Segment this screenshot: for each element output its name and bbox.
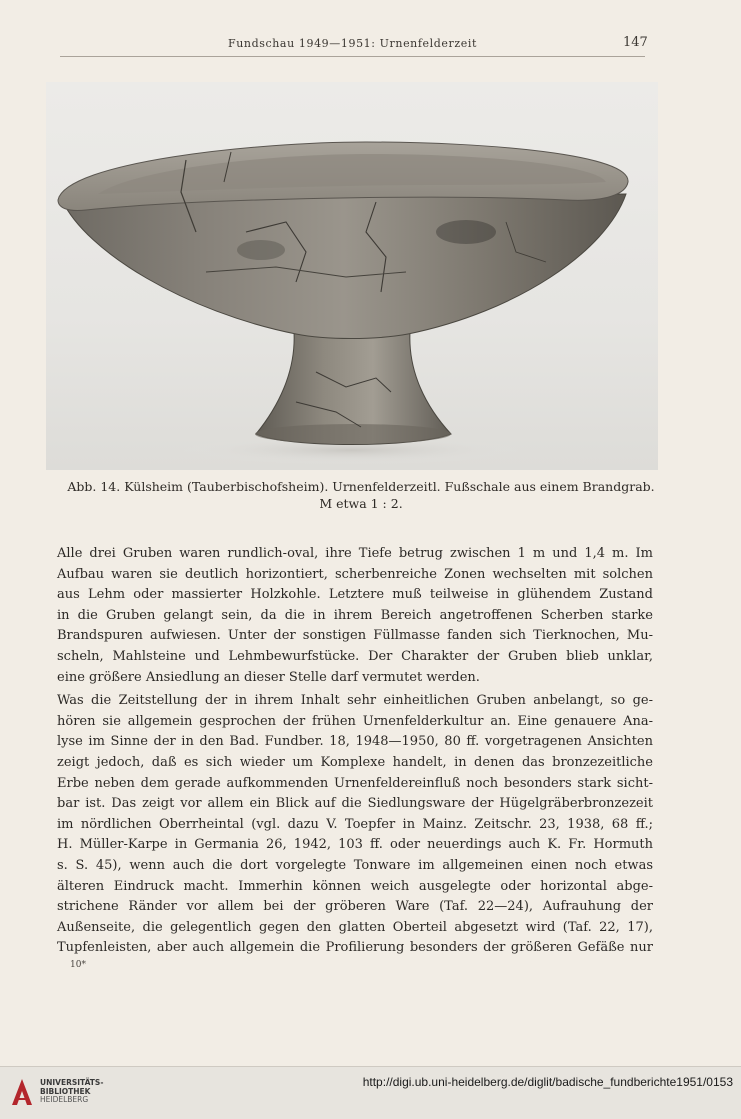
- caption-line-2: M etwa 1 : 2.: [319, 496, 403, 511]
- text-line: in die Gruben gelangt sein, da die in ihrem Bereich angetroffenen Scherben starke: [57, 607, 653, 623]
- text-line: bar ist. Das zeigt vor allem ein Blick auf die Siedlungsware der Hügelgräberbronzezeit: [57, 796, 653, 812]
- text-line: älteren Eindruck macht. Immerhin können weich ausgelegte oder horizontal abge-: [57, 878, 653, 894]
- text-line: Außenseite, die gelegentlich gegen den glatten Oberteil abgesetzt wird (Taf. 22, 17),: [57, 919, 653, 935]
- page-number: 147: [623, 35, 648, 50]
- text-line: lyse im Sinne der in den Bad. Fundber. 18, 1948—1950, 80 ff. vorgetragenen Ansichten: [57, 734, 653, 750]
- paragraph-2: [57, 691, 653, 959]
- text-line: Was die Zeitstellung der in ihrem Inhalt sehr einheitlichen Gruben anbelangt, so ge-: [57, 693, 653, 709]
- text-line: hören sie allgemein gesprochen der frühen Urnenfelderkultur an. Eine genauere Ana-: [57, 713, 653, 729]
- text-line: eine größere Ansiedlung an dieser Stelle darf vermutet werden.: [57, 669, 480, 685]
- source-url-link[interactable]: http://digi.ub.uni-heidelberg.de/diglit/badische_fundberichte1951/0153: [362, 1075, 733, 1089]
- text-line: Tupfenleisten, aber auch allgemein die Profilierung besonders der größeren Gefäße nur: [57, 940, 653, 956]
- text-line: Aufbau waren sie deutlich horizontiert, scherbenreiche Zonen wechselten mit solchen: [57, 566, 653, 582]
- library-name-line-2: BIBLIOTHEK: [40, 1086, 91, 1096]
- footed-bowl-photo-illustration: [46, 82, 658, 470]
- library-logo-icon: [9, 1075, 35, 1109]
- text-line: scheln, Mahlsteine und Lehmbewurfstücke. Der Charakter der Gruben blieb unklar,: [57, 648, 653, 664]
- viewer-footer-bar: [0, 1066, 741, 1119]
- text-line: s. S. 45), wenn auch die dort vorgelegte Tonware im allgemeinen einen noch etwas: [57, 857, 653, 873]
- text-line: aus Lehm oder massierter Holzkohle. Letztere muß teilweise in glühendem Zustand: [57, 587, 653, 603]
- text-line: Erbe neben dem gerade aufkommenden Urnenfeldereinfluß noch besonders stark sicht-: [57, 775, 653, 791]
- text-line: im nördlichen Oberrheintal (vgl. dazu V. Toepfer in Mainz. Zeitschr. 23, 1938, 68 ff.;: [57, 816, 653, 832]
- signature-mark: 10*: [70, 960, 86, 970]
- text-line: strichene Ränder vor allem bei der gröberen Ware (Taf. 22—24), Aufrauhung der: [57, 899, 653, 915]
- paragraph-1: [57, 544, 653, 688]
- body-text: [57, 544, 653, 959]
- figure-caption: [46, 478, 676, 512]
- library-name: [40, 1079, 103, 1105]
- text-line: Alle drei Gruben waren rundlich-oval, ihre Tiefe betrug zwischen 1 m und 1,4 m. Im: [57, 546, 653, 561]
- text-line: Brandspuren aufwiesen. Unter der sonstigen Füllmasse fanden sich Tierknochen, Mu-: [57, 628, 653, 644]
- library-name-line-1: UNIVERSITÄTS-: [40, 1078, 104, 1087]
- running-title: Fundschau 1949—1951: Urnenfelderzeit: [228, 37, 478, 50]
- caption-line-1: Abb. 14. Külsheim (Tauberbischofsheim). Urnenfelderzeitl. Fußschale aus einem Brandgrab.: [67, 479, 655, 494]
- figure-photo-footed-bowl: [46, 82, 658, 470]
- library-name-line-3: HEIDELBERG: [40, 1095, 89, 1104]
- running-head: [0, 34, 741, 54]
- header-rule: [60, 56, 645, 57]
- text-line: H. Müller-Karpe in Germania 26, 1942, 103 ff. oder neuerdings auch K. Fr. Hormuth: [57, 837, 653, 853]
- text-line: zeigt jedoch, daß es sich wieder um Komplexe handelt, in denen das bronzezeitliche: [57, 754, 653, 770]
